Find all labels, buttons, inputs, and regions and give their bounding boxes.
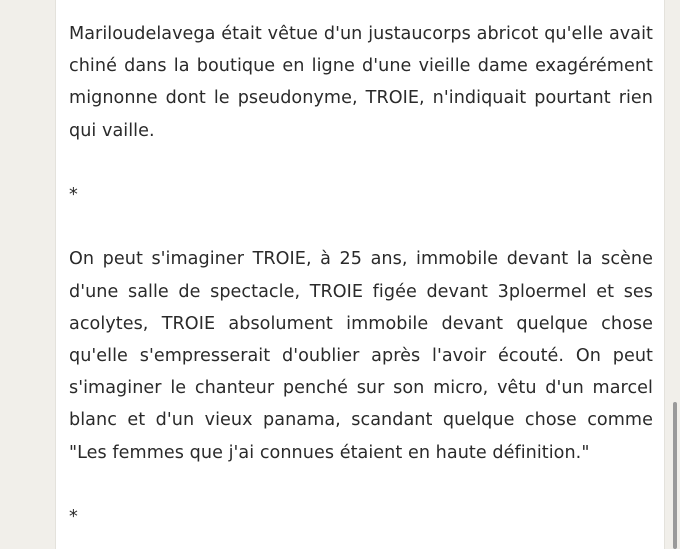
document-page [55, 0, 665, 549]
section-separator: * [69, 506, 78, 527]
spacer [69, 211, 653, 243]
spacer [69, 147, 653, 179]
paragraph-1: Mariloudelavega était vêtue d'un justaucorps abricot qu'elle avait chiné dans la boutique en ligne d'une vieille dame exagérément mignonne dont le pseudonyme, TROIE, n'indiquait pourtant rien qui vaille. [69, 24, 653, 141]
spacer [69, 469, 653, 501]
section-separator: * [69, 185, 78, 205]
document-body [69, 18, 653, 533]
vertical-scrollbar[interactable] [673, 402, 677, 549]
paragraph-2: On peut s'imaginer TROIE, à 25 ans, immobile devant la scène d'une salle de spectacle, TROIE figée devant 3ploermel et ses acolytes, TROIE absolument immobile devant quelque chose qu'elle s'empresserait d'oublier après l'avoir écouté. On peut s'imaginer le chanteur penché sur son micro, vêtu d'un marcel blanc et d'un vieux panama, scandant quelque chose comme "Les femmes que j'ai connues étaient en haute définition." [69, 249, 653, 463]
